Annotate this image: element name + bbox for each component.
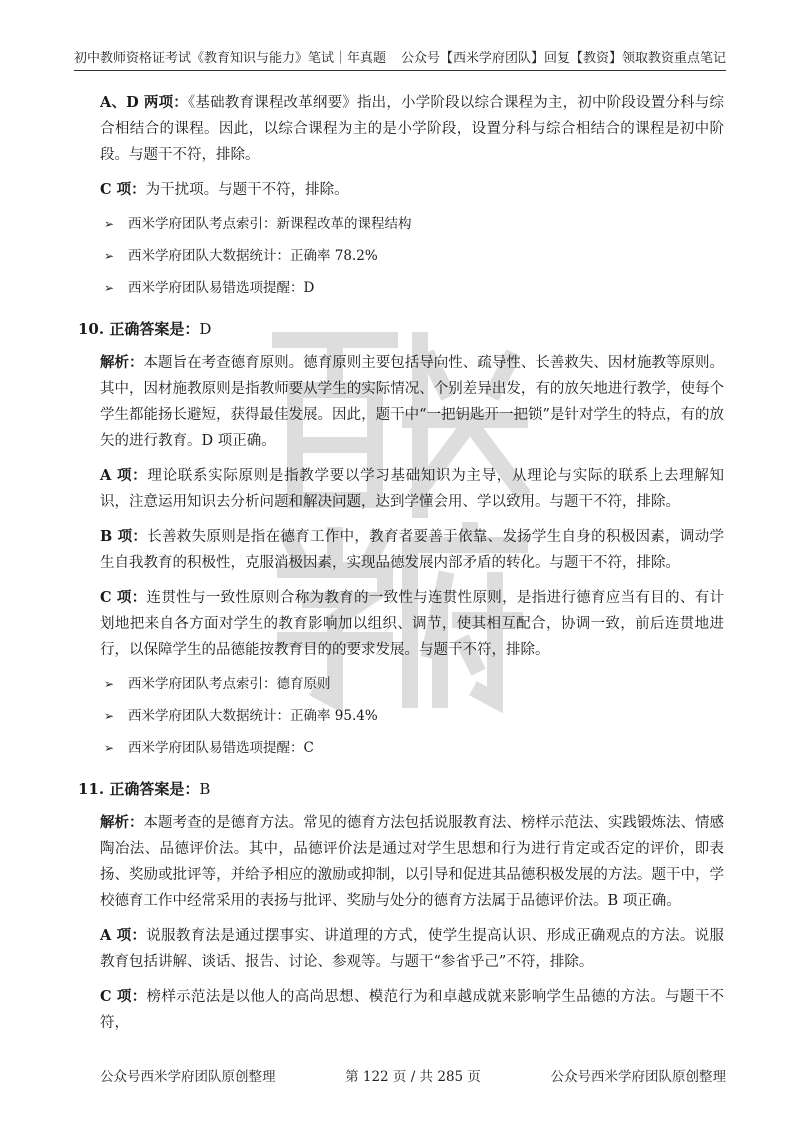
footer-left: 公众号西米学府团队原创整理 [100, 1069, 276, 1085]
paragraph-text: 长善救失原则是指在德育工作中，教育者要善于依靠、发扬学生自身的积极因素，调动学生自我教育的积极性，克服消极因素，实现品德发展内部矛盾的转化。与题干不符，排除。 [100, 529, 724, 571]
bullet-text: 西米学府团队易错选项提醒：D [128, 280, 315, 296]
page-number: 第 122 页 / 共 285 页 [345, 1069, 481, 1085]
answer-letter: D [199, 320, 212, 338]
paragraph-label: A、D 两项： [100, 94, 188, 111]
explanation-paragraph [100, 585, 724, 663]
bullet-text: 西米学府团队易错选项提醒：C [128, 740, 314, 756]
paragraph-text: 说服教育法是通过摆事实、讲道理的方式，使学生提高认识、形成正确观点的方法。说服教育包括讲解、谈话、报告、讨论、参观等。与题干“参省乎己”不符，排除。 [100, 928, 724, 970]
paragraph-text: 榜样示范法是以他人的高尚思想、模范行为和卓越成就来影响学生品德的方法。与题干不符， [100, 989, 725, 1031]
explanation-paragraph [100, 524, 724, 576]
paragraph-label: C 项： [100, 988, 147, 1005]
paragraph-label: C 项： [100, 589, 147, 606]
paragraph-label: 解析： [100, 354, 144, 371]
paragraph-label: A 项： [100, 927, 147, 944]
arrow-bullet-icon: ➢ [104, 677, 115, 691]
arrow-bullet-icon: ➢ [104, 217, 115, 231]
header-left-title: 初中教师资格证考试《教育知识与能力》笔试｜年真题 [74, 51, 387, 66]
question-answer-heading [78, 776, 724, 802]
explanation-paragraph [100, 984, 724, 1036]
question-answer-heading [78, 316, 724, 342]
explanation-paragraph [100, 463, 724, 515]
watermark-text: 西米学府 [270, 320, 274, 321]
paragraph-text: 本题旨在考查德育原则。德育原则主要包括导向性、疏导性、长善救失、因材施教等原则。其中，因材施教原则是指教师要从学生的实际情况、个别差异出发，有的放矢地进行教学，使每个学生都能扬长避短，获得最佳发展。因此，题干中“一把钥匙开一把锁”是针对学生的特点，有的放矢的进行教育。D 项正确。 [100, 355, 725, 449]
paragraph-label: 解析： [100, 814, 144, 831]
bullet-item [100, 704, 724, 728]
paragraph-text: 理论联系实际原则是指教学要以学习基础知识为主导，从理论与实际的联系上去理解知识，注意运用知识去分析问题和解决问题，达到学懂会用、学以致用。与题干不符，排除。 [100, 468, 724, 510]
bullet-item [100, 736, 724, 760]
answer-label: 10. 正确答案是： [78, 320, 200, 338]
paragraph-label: B 项： [100, 528, 148, 545]
bullet-text: 西米学府团队考点索引：新课程改革的课程结构 [128, 216, 412, 232]
paragraph-label: A 项： [100, 467, 148, 484]
header-right-note: 公众号【西米学府团队】回复【教资】领取教资重点笔记 [400, 51, 726, 66]
page-header [74, 50, 726, 71]
explanation-paragraph [100, 350, 724, 454]
bullet-item [100, 244, 724, 268]
paragraph-text: 本题考查的是德育方法。常见的德育方法包括说服教育法、榜样示范法、实践锻炼法、情感陶冶法、品德评价法。其中，品德评价法是通过对学生思想和行为进行肯定或否定的评价，即表扬、奖励或批评等，并给予相应的激励或抑制，以引导和促进其品德积极发展的方法。题干中，学校德育工作中经常采用的表扬与批评、奖励与处分的德育方法属于品德评价法。B 项正确。 [100, 815, 725, 909]
paragraph-text: 为干扰项。与题干不符，排除。 [145, 182, 349, 198]
arrow-bullet-icon: ➢ [104, 281, 115, 295]
paragraph-text: 连贯性与一致性原则合称为教育的一致性与连贯性原则，是指进行德育应当有目的、有计划地把来自各方面对学生的教育影响加以组织、调节，使其相互配合，协调一致，前后连贯地进行，以保障学生的品德能按教育目的的要求发展。与题干不符，排除。 [100, 590, 725, 658]
bullet-text: 西米学府团队大数据统计：正确率 78.2% [128, 248, 378, 264]
bullet-item [100, 672, 724, 696]
paragraph-label: C 项： [100, 181, 146, 198]
arrow-bullet-icon: ➢ [104, 249, 115, 263]
paragraph-text: 《基础教育课程改革纲要》指出，小学阶段以综合课程为主，初中阶段设置分科与综合相结合的课程。因此，以综合课程为主的是小学阶段，设置分科与综合相结合的课程是初中阶段。与题干不符，排除。 [100, 95, 724, 163]
arrow-bullet-icon: ➢ [104, 709, 115, 723]
bullet-text: 西米学府团队大数据统计：正确率 95.4% [128, 708, 378, 724]
answer-label: 11. 正确答案是： [78, 780, 200, 798]
footer-right: 公众号西米学府团队原创整理 [550, 1069, 726, 1085]
explanation-paragraph [100, 90, 724, 168]
explanation-paragraph [100, 177, 724, 203]
answer-letter: B [199, 780, 211, 798]
explanation-paragraph [100, 810, 724, 914]
bullet-item [100, 276, 724, 300]
explanation-paragraph [100, 923, 724, 975]
arrow-bullet-icon: ➢ [104, 741, 115, 755]
bullet-text: 西米学府团队考点索引：德育原则 [128, 676, 331, 692]
bullet-item [100, 212, 724, 236]
page-content [78, 90, 725, 1045]
